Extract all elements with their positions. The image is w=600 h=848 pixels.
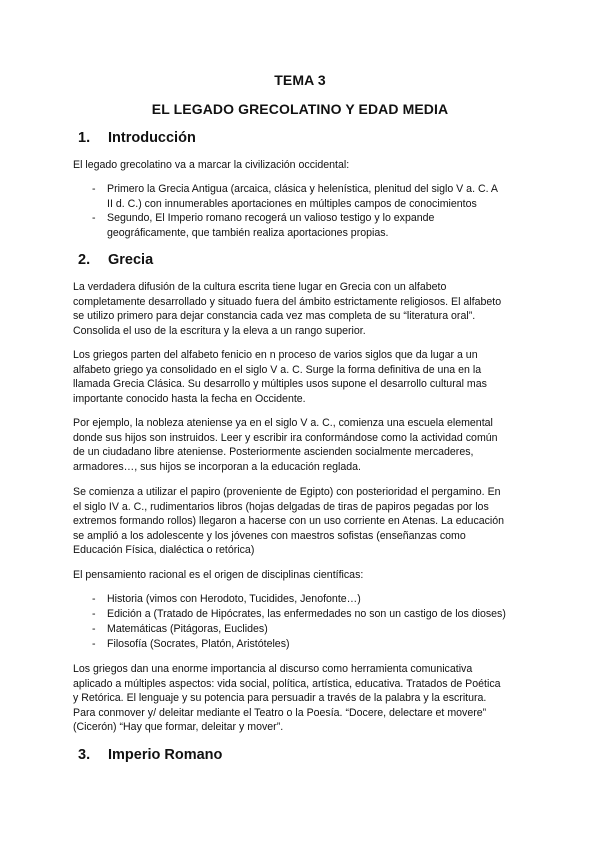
text-line: Los griegos parten del alfabeto fenicio en n proceso de varios siglos que da lugar a un [73,349,478,361]
text-line: armadores…, sus hijos se incorporan a la educación reglada. [73,460,361,473]
text-line: El legado grecolatino va a marcar la civilización occidental: [73,159,350,171]
text-line: de un ciudadano libre ateniense. Posteriormente ascienden socialmente mercaderes, [73,446,474,458]
text-line: se utilizo primero para dejar constancia cada vez mas completa de su “literatura oral”. [73,310,476,322]
text-line: (Cicerón) “Hay que formar, deleitar y mover”. [73,721,284,733]
text-line: geográficamente, que también realiza aportaciones propias. [107,226,389,239]
section-title: Introducción [108,130,196,146]
text-line: Por ejemplo, la nobleza ateniense ya en el siglo V a. C., comienza una escuela elemental [73,417,493,429]
section-number: 2. [78,252,91,268]
section-title: Imperio Romano [108,747,223,763]
section-2-heading [78,252,153,268]
paragraph [73,348,528,406]
bullet-dash: - [92,212,96,224]
text-line: El pensamiento racional es el origen de disciplinas científicas: [73,569,364,581]
document-title: EL LEGADO GRECOLATINO Y EDAD MEDIA [151,101,449,117]
text-line: el siglo IV a. C., rudimentarios libros (hojas delgadas de tiras de papiros pegadas por los [73,500,489,513]
bullet-dash: - [92,608,96,620]
text-line: Filosofía (Socrates, Platón, Aristóteles) [107,638,290,650]
paragraph [73,485,528,558]
paragraph [73,416,528,474]
text-line: Se comienza a utilizar el papiro (proveniente de Egipto) con posterioridad el pergamino. En [73,486,501,498]
text-line: Edición a (Tratado de Hipócrates, las enfermedades no son un castigo de los dioses) [107,608,506,620]
bullet-dash: - [92,623,96,635]
paragraph [73,662,528,735]
text-line: donde sus hijos son instruidos. Leer y escribir ira conformándose como la actividad común [73,431,498,444]
text-line: Segundo, El Imperio romano recogerá un valioso testigo y lo expande [107,212,435,224]
text-line: aplicado a múltiples aspectos: vida social, política, artística, educativa. Tratados de Poética [73,677,501,690]
text-line: II d. C.) con innumerables aportaciones en múltiples campos de conocimientos [107,197,477,210]
text-line: Historia (vimos con Herodoto, Tucidides, Jenofonte…) [107,593,361,605]
text-line: Los griegos dan una enorme importancia al discurso como herramienta comunicativa [73,663,473,675]
section-title: Grecia [108,252,154,268]
text-line: se amplió a los adolescente y los jóvenes con maestros sofistas (enseñanzas como [73,529,466,542]
paragraph [73,280,528,338]
text-line: Consolida el uso de la escritura y la eleva a un rango superior. [73,324,366,337]
text-line: extremos formando rollos) llegaron a hacerse con un uso corriente en Atenas. La educación [73,515,505,527]
text-line: llamada Grecia Clásica. Su desarrollo y múltiples usos supone el desarrollo cultural mas [73,378,487,390]
section-number: 3. [78,747,91,763]
text-line: y Retórica. El lenguaje y su potencia para persuadir a través de la palabra y la escritura. [73,692,487,704]
text-line: completamente desarrollado y situado fuera del ámbito estrictamente religiosos. El alfabeto [73,295,502,308]
paragraph [73,568,528,583]
text-line: Educación Física, dialéctica o retórica) [73,544,255,556]
text-line: Primero la Grecia Antigua (arcaica, clásica y helenística, plenitud del siglo V a. C. A [107,183,498,195]
section-1-intro [73,158,528,173]
text-line: Para conmover y/ deleitar mediante el Teatro o la Poesía. “Docere, delectare et movere” [73,706,487,719]
section-1-heading [78,130,196,146]
text-line: importante conocido hasta la fecha en Occidente. [73,392,306,405]
section-3-heading [78,747,222,763]
text-line: Matemáticas (Pitágoras, Euclides) [107,623,268,635]
tema-heading: TEMA 3 [274,72,326,88]
bullet-dash: - [92,183,96,195]
bullet-dash: - [92,593,96,605]
bullet-dash: - [92,638,96,650]
text-line: alfabeto griego ya consolidado en el siglo V a. C. Surge la forma definitiva de una en la [73,363,482,376]
text-line: La verdadera difusión de la cultura escrita tiene lugar en Grecia con un alfabeto [73,281,447,293]
section-number: 1. [78,130,91,146]
